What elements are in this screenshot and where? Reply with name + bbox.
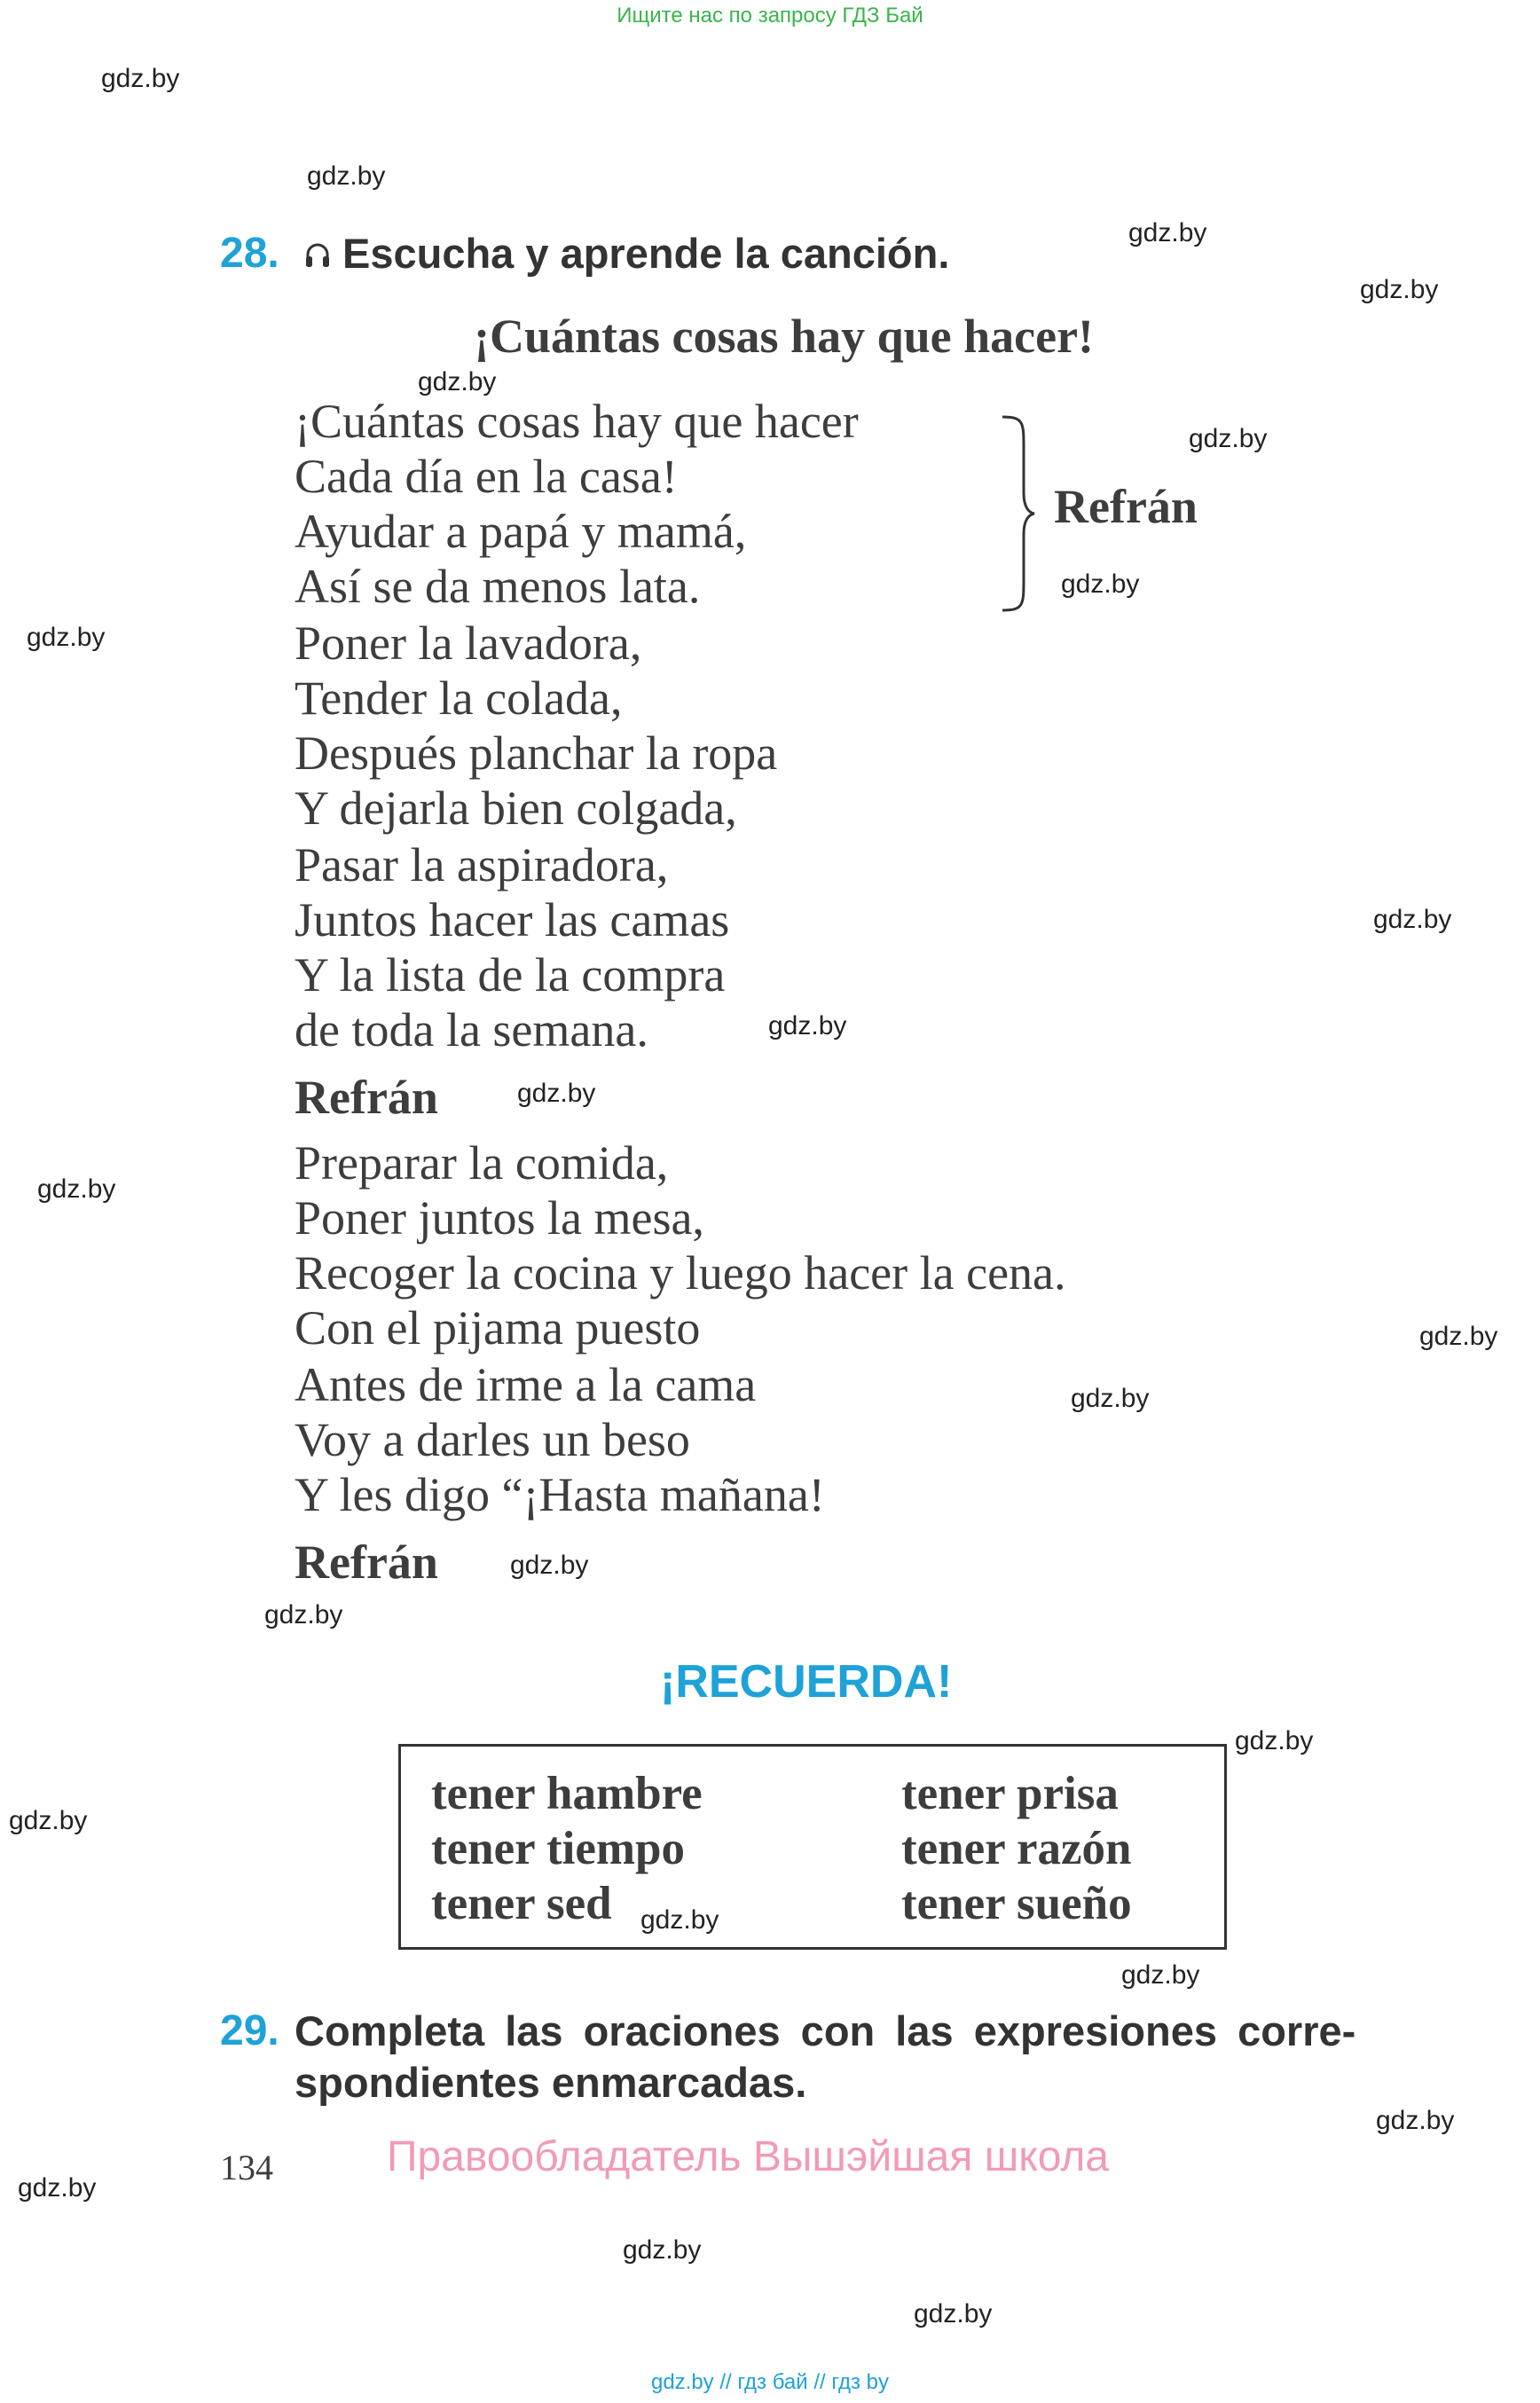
expression: tener hambre: [431, 1768, 703, 1819]
watermark: gdz.by: [623, 2235, 702, 2265]
refrain-brace: [997, 413, 1038, 614]
verse-line: Y dejarla bien colgada,: [295, 781, 737, 835]
headphones-icon: [303, 241, 332, 270]
watermark: gdz.by: [27, 623, 106, 652]
copyright-owner: Правообладатель Вышэйшая школа: [387, 2133, 1110, 2180]
refrain-label: Refrán: [1054, 480, 1198, 533]
exercise-28-title: Escucha y aprende la canción.: [342, 230, 950, 277]
watermark: gdz.by: [1376, 2106, 1455, 2135]
verse-line: Juntos hacer las camas: [295, 893, 730, 946]
verse-line: Voy a darles un beso: [295, 1413, 690, 1466]
watermark: gdz.by: [1189, 424, 1268, 453]
watermark: gdz.by: [101, 64, 180, 93]
page-number: 134: [220, 2148, 273, 2187]
verse-line: Recoger la cocina y luego hacer la cena.: [295, 1246, 1066, 1300]
top-banner[interactable]: Ищите нас по запросу ГДЗ Бай: [617, 4, 923, 27]
refrain-line: Ayudar a papá y mamá,: [295, 505, 747, 558]
watermark: gdz.by: [768, 1011, 847, 1041]
verse-line: Y la lista de la compra: [295, 948, 726, 1001]
verse-line: Tender la colada,: [295, 671, 623, 725]
watermark: gdz.by: [9, 1806, 88, 1835]
recuerda-title: ¡RECUERDA!: [660, 1656, 953, 1708]
verse-line: Pasar la aspiradora,: [295, 838, 669, 891]
expression: tener sueño: [901, 1878, 1132, 1929]
expression: tener razón: [901, 1823, 1132, 1874]
expression: tener sed: [431, 1878, 612, 1929]
expression: tener prisa: [901, 1768, 1119, 1819]
watermark: gdz.by: [1373, 905, 1452, 934]
refrain-line: Así se da menos lata.: [295, 560, 701, 613]
exercise-29-line: spondientes enmarcadas.: [295, 2059, 807, 2106]
refrain-line: ¡Cuántas cosas hay que hacer: [295, 395, 859, 448]
exercise-29-line: Completa las oraciones con las expresiones corre-: [295, 2007, 1356, 2054]
watermark: gdz.by: [1128, 218, 1207, 247]
watermark: gdz.by: [517, 1079, 596, 1108]
watermark: gdz.by: [307, 161, 386, 191]
verse-line: Preparar la comida,: [295, 1136, 669, 1190]
watermark: gdz.by: [18, 2173, 97, 2203]
watermark: gdz.by: [914, 2299, 993, 2328]
watermark: gdz.by: [1071, 1384, 1150, 1413]
verse-line: Poner juntos la mesa,: [295, 1191, 704, 1245]
bottom-links[interactable]: gdz.by // гдз бай // гдз by: [650, 2370, 890, 2394]
refrain-label: Refrán: [295, 1535, 438, 1589]
exercise-29-number: 29.: [220, 2007, 279, 2054]
verse-line: Y les digo “¡Hasta mañana!: [295, 1468, 825, 1521]
watermark: gdz.by: [1121, 1960, 1200, 1990]
refrain-line: Cada día en la casa!: [295, 450, 678, 503]
watermark: gdz.by: [1360, 275, 1439, 304]
watermark: gdz.by: [640, 1905, 719, 1935]
verse-line: de toda la semana.: [295, 1003, 648, 1056]
watermark: gdz.by: [1419, 1322, 1498, 1351]
verse-line: Después planchar la ropa: [295, 726, 778, 780]
watermark: gdz.by: [418, 367, 497, 397]
verse-line: Antes de irme a la cama: [295, 1358, 757, 1411]
verse-line: Con el pijama puesto: [295, 1301, 701, 1355]
exercise-28-number: 28.: [220, 230, 279, 277]
watermark: gdz.by: [264, 1600, 343, 1629]
watermark: gdz.by: [1235, 1726, 1314, 1755]
refrain-label: Refrán: [295, 1071, 438, 1124]
song-title: ¡Cuántas cosas hay que hacer!: [474, 310, 1095, 363]
expression: tener tiempo: [431, 1823, 686, 1874]
watermark: gdz.by: [510, 1551, 589, 1580]
watermark: gdz.by: [1061, 569, 1140, 599]
verse-line: Poner la lavadora,: [295, 616, 642, 670]
watermark: gdz.by: [37, 1174, 116, 1204]
